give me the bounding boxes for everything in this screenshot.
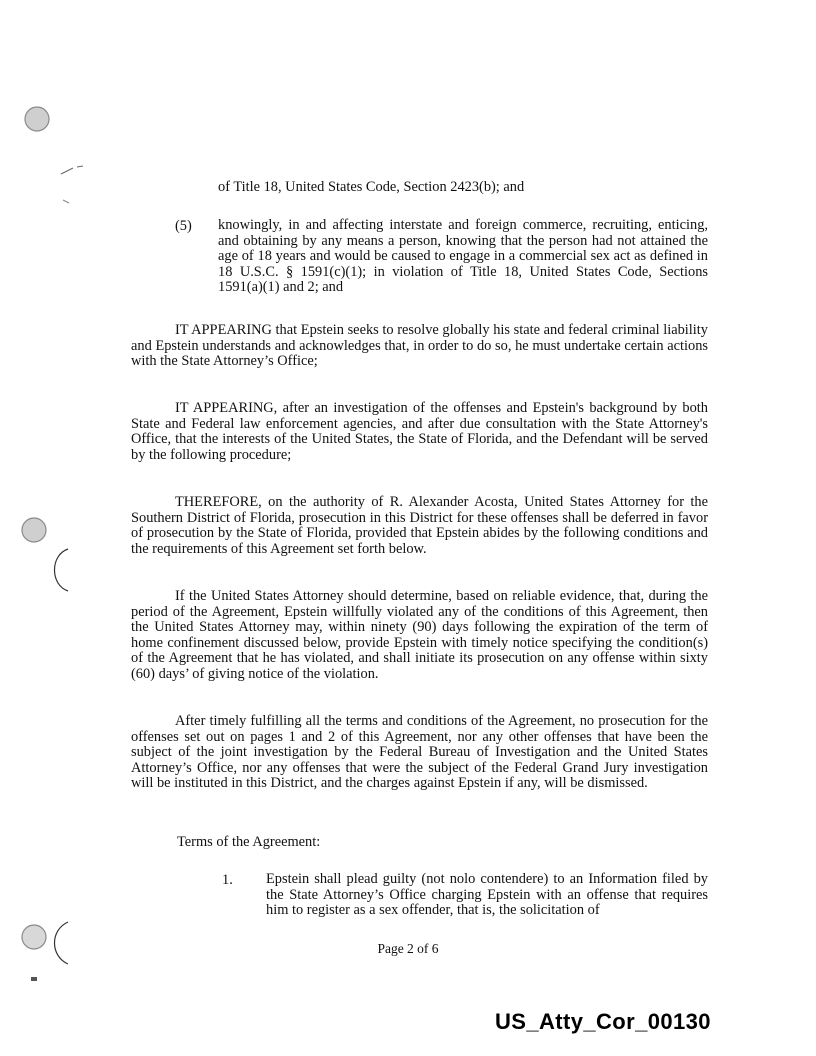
paragraph-it-appearing-1: IT APPEARING that Epstein seeks to resolve globally his state and federal criminal liability and Epstein understands and acknowledges that, in order to do so, he must undertake certain actions with the State Attorney’s Office; bbox=[131, 322, 708, 370]
item-5-number: (5) bbox=[175, 218, 192, 234]
page-number: Page 2 of 6 bbox=[377, 941, 439, 956]
paragraph-violation: If the United States Attorney should determine, based on reliable evidence, that, during the period of the Agreement, Epstein willfully violated any of the conditions of this Agreement, then the United States Attorney may, within ninety (90) days following the expiration of the term of home confinement discussed below, provide Epstein with timely notice specifying the condition(s) of the Agreement that he has violated, and shall initiate its prosecution on any offense within sixty (60) days’ of giving notice of the violation. bbox=[131, 588, 708, 682]
continuation-line: of Title 18, United States Code, Section 2423(b); and bbox=[218, 179, 525, 195]
punch-hole-top bbox=[22, 104, 52, 134]
item-5-text: knowingly, in and affecting interstate and foreign commerce, recruiting, enticing, and obtaining by any means a person, knowing that the person had not attained the age of 18 years and would be caused to engage in a commercial sex act as defined in 18 U.S.C. § 1591(c)(1); in violation of Title 18, United States Code, Sections 1591(a)(1) and 2; and bbox=[218, 217, 708, 296]
paragraph-after-fulfilling: After timely fulfilling all the terms and conditions of the Agreement, no prosecution for the offenses set out on pages 1 and 2 of this Agreement, nor any other offenses that have been the subject of the joint investigation by the Federal Bureau of Investigation and the United States Attorney’s Office, nor any offenses that were the subject of the Federal Grand Jury investigation will be instituted in this District, and the charges against Epstein if any, will be dismissed. bbox=[131, 713, 708, 792]
bates-stamp: US_Atty_Cor_00130 bbox=[495, 1009, 711, 1034]
punch-hole-middle bbox=[19, 515, 49, 545]
scan-arc-middle bbox=[44, 545, 74, 595]
paragraph-it-appearing-2: IT APPEARING, after an investigation of the offenses and Epstein's background by both State and Federal law enforcement agencies, and after due consultation with the State Attorney's Office, that the interests of the United States, the State of Florida, and the Defendant will be served by the following procedure; bbox=[131, 400, 708, 463]
term-1-text: Epstein shall plead guilty (not nolo contendere) to an Information filed by the State Attorney’s Office charging Epstein with an offense that requires him to register as a sex offender, that is, the solicitation of bbox=[266, 871, 708, 919]
paragraph-therefore: THEREFORE, on the authority of R. Alexander Acosta, United States Attorney for the Southern District of Florida, prosecution in this District for these offenses shall be deferred in favor of prosecution by the State of Florida, provided that Epstein abides by the following conditions and the requirements of this Agreement set forth below. bbox=[131, 494, 708, 557]
scan-marks-left bbox=[55, 160, 85, 210]
scan-tick-bottom bbox=[28, 972, 44, 988]
terms-heading: Terms of the Agreement: bbox=[177, 834, 321, 850]
term-1-number: 1. bbox=[222, 872, 233, 888]
